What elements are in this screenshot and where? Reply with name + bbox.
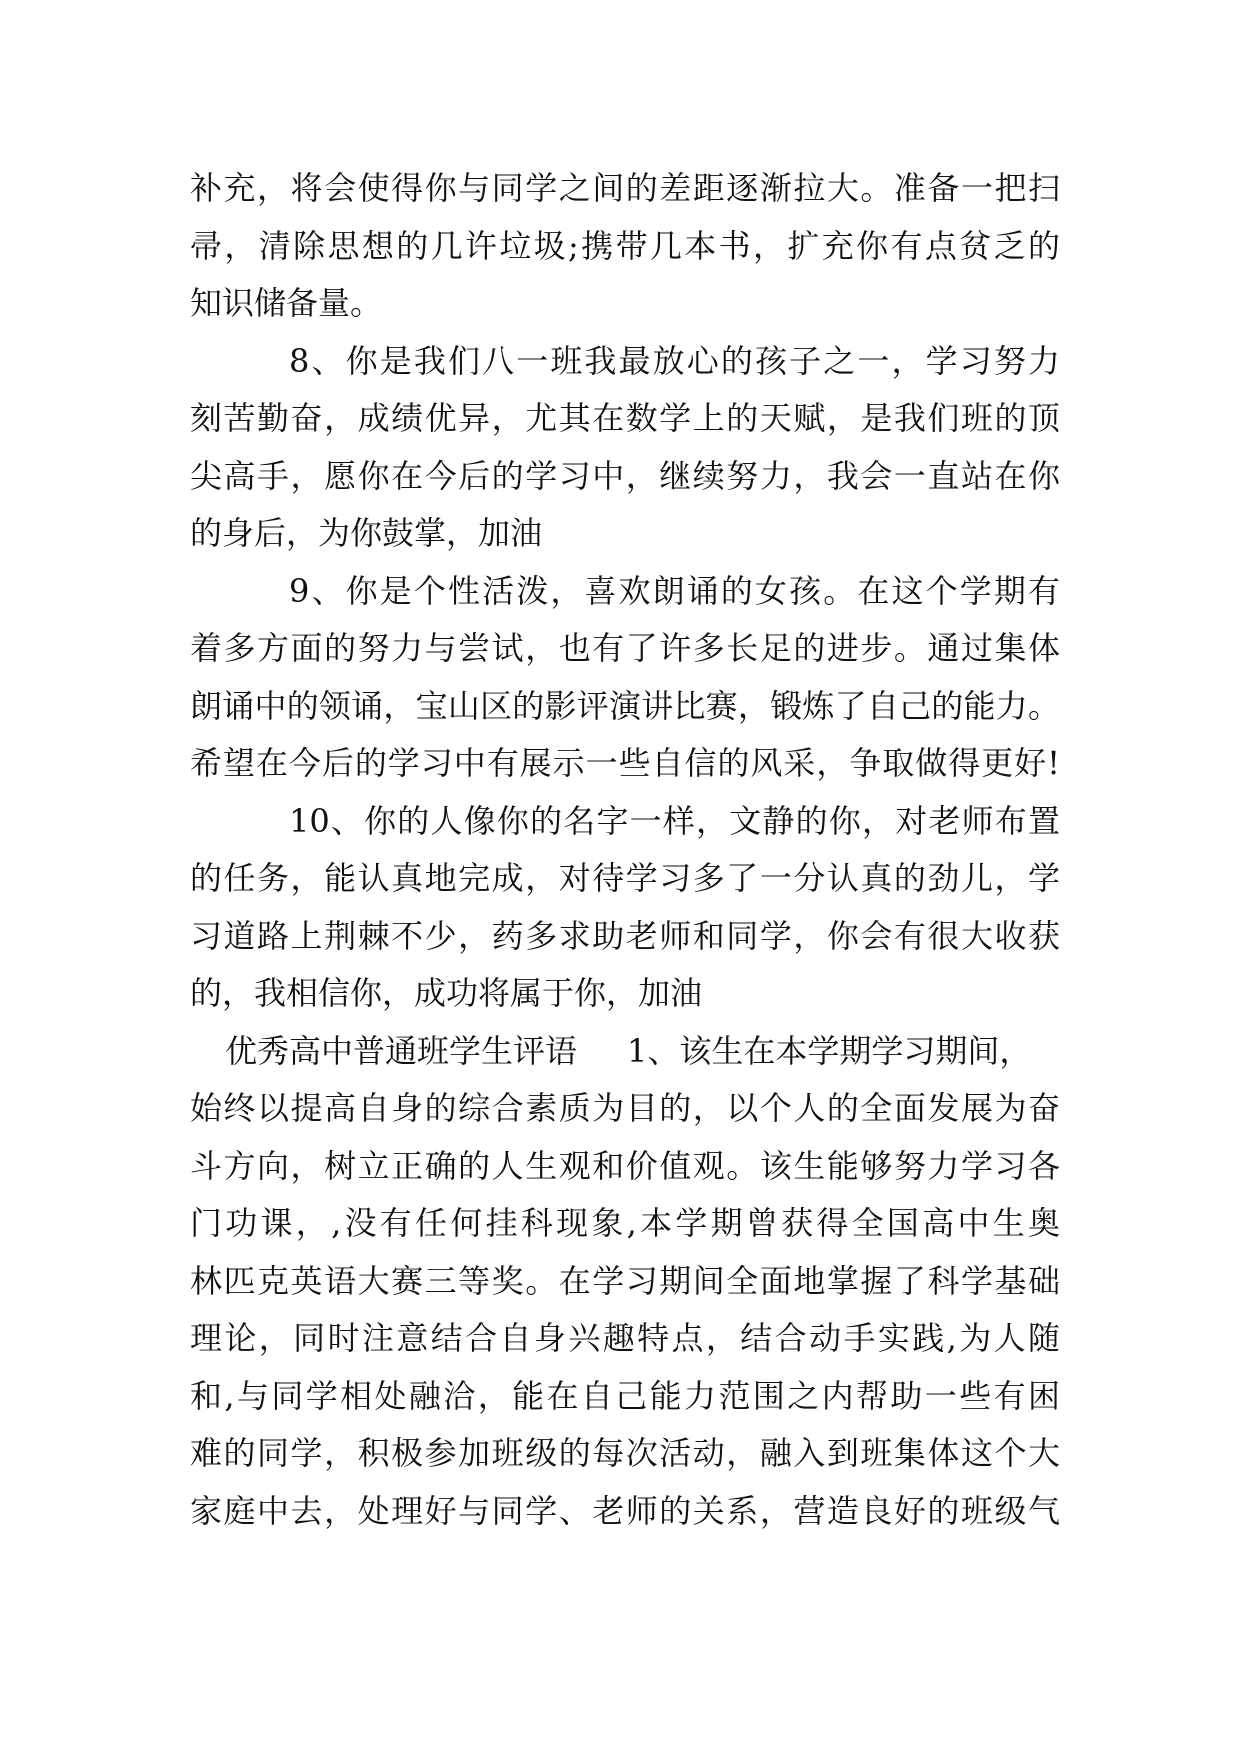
document-body xyxy=(190,160,1060,1540)
text-line: 家庭中去，处理好与同学、老师的关系，营造良好的班级气 xyxy=(190,1491,1060,1530)
text-line: 门功课，,没有任何挂科现象,本学期曾获得全国高中生奥 xyxy=(190,1204,1060,1242)
text-line: 帚，清除思想的几许垃圾;携带几本书，扩充你有点贫乏的 xyxy=(190,226,1060,265)
text-line: 的任务，能认真地完成，对待学习多了一分认真的劲儿，学 xyxy=(190,859,1060,897)
section-title: 优秀高中普通班学生评语 xyxy=(225,1031,578,1070)
text-line: 刻苦勤奋，成绩优异，尤其在数学上的天赋，是我们班的顶 xyxy=(190,399,1060,437)
text-line: 林匹克英语大赛三等奖。在学习期间全面地掌握了科学基础 xyxy=(190,1261,1060,1300)
text-line: 斗方向，树立正确的人生观和价值观。该生能够努力学习各 xyxy=(190,1146,1060,1185)
text-line: 着多方面的努力与尝试，也有了许多长足的进步。通过集体 xyxy=(190,629,1060,667)
text-line: 尖高手，愿你在今后的学习中，继续努力，我会一直站在你 xyxy=(190,456,1060,495)
text-line: 补充，将会使得你与同学之间的差距逐渐拉大。准备一把扫 xyxy=(190,169,1060,207)
text-line: 的，我相信你，成功将属于你，加油 xyxy=(190,974,703,1012)
text-line: 知识储备量。 xyxy=(190,284,383,322)
text-line: 希望在今后的学习中有展示一些自信的风采，争取做得更好! xyxy=(190,744,1060,782)
text-line: 朗诵中的领诵，宝山区的影评演讲比赛，锻炼了自己的能力。 xyxy=(190,686,1060,725)
text-line: 理论，同时注意结合自身兴趣特点，结合动手实践,为人随 xyxy=(190,1319,1060,1357)
text-line: 始终以提高自身的综合素质为目的，以个人的全面发展为奋 xyxy=(190,1089,1060,1127)
text-line: 和,与同学相处融洽，能在自己能力范围之内帮助一些有困 xyxy=(190,1376,1060,1415)
text-line: 习道路上荆棘不少，药多求助老师和同学，你会有很大收获 xyxy=(190,916,1060,955)
text-line: 8、你是我们八一班我最放心的孩子之一，学习努力 xyxy=(289,341,1060,380)
text-line: 10、你的人像你的名字一样，文静的你，对老师布置 xyxy=(289,801,1060,840)
section-first-line: 1、该生在本学期学习期间， xyxy=(627,1031,1032,1070)
text-line: 难的同学，积极参加班级的每次活动，融入到班集体这个大 xyxy=(190,1434,1060,1472)
section-heading-line xyxy=(190,1023,1060,1081)
text-line: 9、你是个性活泼，喜欢朗诵的女孩。在这个学期有 xyxy=(289,571,1060,610)
text-line: 的身后，为你鼓掌，加油 xyxy=(190,514,543,552)
